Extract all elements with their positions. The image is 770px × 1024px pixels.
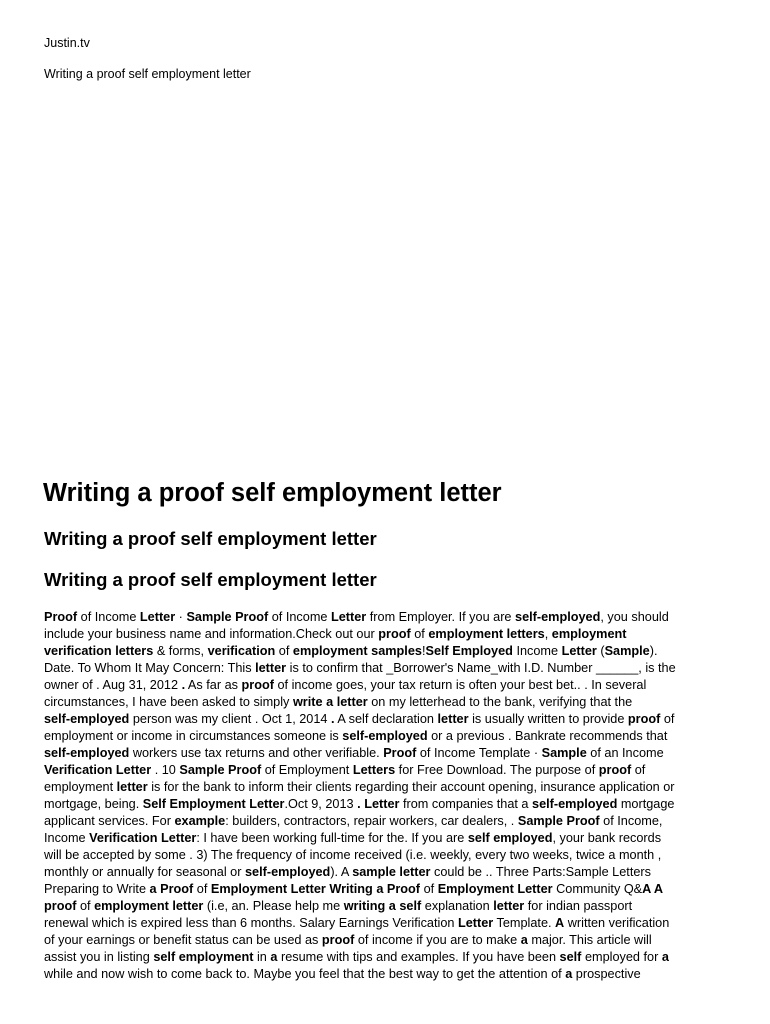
keyword-text: .	[331, 712, 335, 726]
body-text-run: resume with tips and examples. If you have been	[277, 950, 560, 964]
body-line	[44, 864, 734, 881]
keyword-text: letter	[336, 695, 368, 709]
body-text-run: !	[421, 644, 426, 658]
body-text-run: ,	[544, 627, 552, 641]
keyword-text: employment letters	[428, 627, 545, 641]
keyword-text: Letter	[561, 644, 597, 658]
keyword-text: self employment	[153, 950, 254, 964]
keyword-text: verification letters	[44, 644, 154, 658]
body-text-run: Community Q&	[552, 882, 643, 896]
keyword-text: self-employed	[515, 610, 601, 624]
body-text-run: Date. To Whom It May Concern: This	[44, 661, 256, 675]
body-line	[44, 728, 734, 745]
body-line	[44, 660, 734, 677]
article-subheading: Writing a proof self employment letter	[44, 569, 377, 590]
body-text-run: for Free Download. The purpose of	[395, 763, 599, 777]
body-line	[44, 745, 734, 762]
keyword-text: Sample	[541, 746, 587, 760]
body-text-run: of Employment	[261, 763, 353, 777]
body-text-run: A self declaration	[334, 712, 438, 726]
keyword-text: Sample	[604, 644, 650, 658]
keyword-text: sample letter	[352, 865, 431, 879]
body-text-run: on my letterhead to the bank, verifying that the	[367, 695, 633, 709]
body-line	[44, 711, 734, 728]
article-subheading: Writing a proof self employment letter	[44, 528, 377, 549]
body-line	[44, 609, 734, 626]
body-text-run: employed for	[581, 950, 662, 964]
body-text-run: , your bank records	[552, 831, 662, 845]
body-text-run: written verification	[564, 916, 670, 930]
keyword-text: a	[270, 950, 278, 964]
body-text-run: , you should	[600, 610, 669, 624]
page-subtitle: Writing a proof self employment letter	[44, 67, 251, 81]
keyword-text: employment samples	[292, 644, 422, 658]
body-text-run: is to confirm that _Borrower's Name_with I.D. Number ______, is the	[286, 661, 676, 675]
body-line	[44, 643, 734, 660]
body-line	[44, 898, 734, 915]
body-text-run: .Oct 9, 2013	[284, 797, 358, 811]
body-text-run: prospective	[572, 967, 641, 981]
keyword-text: proof	[44, 899, 77, 913]
body-text-run: applicant services. For	[44, 814, 175, 828]
body-text-run: major. This article will	[527, 933, 652, 947]
keyword-text: a	[565, 967, 573, 981]
keyword-text: self	[559, 950, 582, 964]
keyword-text: self-employed	[342, 729, 428, 743]
keyword-text: a	[520, 933, 528, 947]
keyword-text: a	[326, 695, 334, 709]
body-text-run: include your business name and information.Check out our	[44, 627, 379, 641]
keyword-text: Verification Letter	[44, 763, 152, 777]
keyword-text: Verification Letter	[89, 831, 197, 845]
body-text-run: (	[596, 644, 605, 658]
body-text-run: of	[410, 627, 429, 641]
body-line	[44, 966, 734, 983]
keyword-text: Letter	[364, 797, 400, 811]
keyword-text: Sample Proof	[186, 610, 269, 624]
body-text-run: Income	[44, 831, 90, 845]
body-line	[44, 830, 734, 847]
article-body	[44, 609, 734, 983]
body-text-run: . 10	[151, 763, 180, 777]
body-text-run: of	[193, 882, 211, 896]
keyword-text: proof	[627, 712, 661, 726]
keyword-text: Letters	[352, 763, 396, 777]
body-line	[44, 932, 734, 949]
keyword-text: Self Employment Letter	[142, 797, 285, 811]
body-text-run: explanation	[421, 899, 494, 913]
keyword-text: Letter	[457, 916, 494, 930]
keyword-text: Sample Proof	[517, 814, 600, 828]
body-line	[44, 796, 734, 813]
body-text-run: in	[253, 950, 271, 964]
body-text-run: assist you in listing	[44, 950, 154, 964]
body-text-run: could be .. Three Parts:Sample Letters	[430, 865, 651, 879]
body-text-run: (i.e, an. Please help me	[203, 899, 344, 913]
body-text-run: employment	[44, 780, 117, 794]
body-line	[44, 779, 734, 796]
keyword-text: Letter	[139, 610, 176, 624]
keyword-text: Letter	[330, 610, 367, 624]
body-text-run: Income	[512, 644, 562, 658]
body-text-run: while and now wish to come back to. Maybe you feel that the best way to get the attention of	[44, 967, 566, 981]
body-line	[44, 881, 734, 898]
keyword-text: letter	[116, 780, 148, 794]
body-text-run: of Income Template ·	[416, 746, 542, 760]
body-text-run: of Income,	[599, 814, 663, 828]
keyword-text: Employment Letter Writing a Proof	[210, 882, 421, 896]
keyword-text: employment letter	[94, 899, 204, 913]
keyword-text: letter	[493, 899, 525, 913]
keyword-text: Proof	[383, 746, 417, 760]
body-text-run: from Employer. If you are	[366, 610, 516, 624]
body-text-run: employment or income in circumstances someone is	[44, 729, 343, 743]
body-text-run: from companies that a	[399, 797, 533, 811]
body-text-run: ). A	[330, 865, 353, 879]
body-line	[44, 949, 734, 966]
body-line	[44, 915, 734, 932]
body-text-run: renewal which is expired less than 6 months. Salary Earnings Verification	[44, 916, 458, 930]
keyword-text: write	[292, 695, 323, 709]
keyword-text: A	[555, 916, 565, 930]
body-text-run: Template.	[493, 916, 556, 930]
body-text-run: As far as	[185, 678, 242, 692]
body-text-run: of	[631, 763, 646, 777]
body-text-run: of Income	[268, 610, 331, 624]
body-text-run: monthly or annually for seasonal or	[44, 865, 245, 879]
body-text-run: Preparing to Write	[44, 882, 150, 896]
keyword-text: proof	[241, 678, 274, 692]
body-line	[44, 626, 734, 643]
body-text-run: is for the bank to inform their clients regarding their account opening, insurance application or	[147, 780, 675, 794]
body-text-run: of	[76, 899, 95, 913]
body-text-run: owner of . Aug 31, 2012	[44, 678, 182, 692]
keyword-text: self-employed	[532, 797, 618, 811]
body-text-run: & forms,	[153, 644, 208, 658]
body-text-run: : I have been working full-time for the. If you are	[196, 831, 468, 845]
keyword-text: proof	[321, 933, 355, 947]
keyword-text: .	[181, 678, 186, 692]
keyword-text: verification	[207, 644, 276, 658]
body-text-run: of your earnings or benefit status can be used as	[44, 933, 322, 947]
body-text-run: mortgage, being.	[44, 797, 143, 811]
keyword-text: self-employed	[44, 712, 130, 726]
keyword-text: Self Employed	[425, 644, 513, 658]
body-text-run: person was my client . Oct 1, 2014	[129, 712, 331, 726]
keyword-text: writing a self	[343, 899, 422, 913]
body-text-run: of an Income	[586, 746, 664, 760]
body-text-run: will be accepted by some . 3) The frequency of income received (i.e. weekly, every two weeks, twice a month ,	[44, 848, 662, 862]
body-text-run: is usually written to provide	[468, 712, 628, 726]
body-text-run: ).	[649, 644, 658, 658]
keyword-text: Proof	[44, 610, 78, 624]
body-text-run: ·	[175, 610, 187, 624]
body-line	[44, 847, 734, 864]
keyword-text: employment	[551, 627, 627, 641]
keyword-text: a Proof	[149, 882, 194, 896]
body-text-run: of Income	[77, 610, 140, 624]
body-line	[44, 677, 734, 694]
body-text-run: or a previous . Bankrate recommends that	[427, 729, 668, 743]
body-text-run: of	[275, 644, 293, 658]
keyword-text: self-employed	[245, 865, 331, 879]
keyword-text: Sample Proof	[179, 763, 262, 777]
body-line	[44, 813, 734, 830]
keyword-text: .	[357, 797, 361, 811]
body-text-run: : builders, contractors, repair workers, car dealers, .	[225, 814, 518, 828]
body-text-run: of income if you are to make	[354, 933, 521, 947]
body-text-run: workers use tax returns and other verifiable.	[129, 746, 384, 760]
keyword-text: proof	[598, 763, 632, 777]
body-text-run: of	[420, 882, 438, 896]
body-text-run: for indian passport	[524, 899, 633, 913]
body-line	[44, 694, 734, 711]
keyword-text: example	[174, 814, 226, 828]
keyword-text: Employment Letter	[437, 882, 553, 896]
keyword-text: proof	[378, 627, 411, 641]
keyword-text: a	[661, 950, 669, 964]
body-text-run: of	[660, 712, 675, 726]
keyword-text: letter	[255, 661, 287, 675]
keyword-text: letter	[437, 712, 469, 726]
site-name: Justin.tv	[44, 36, 90, 50]
keyword-text: self-employed	[44, 746, 130, 760]
body-line	[44, 762, 734, 779]
keyword-text: self employed	[467, 831, 553, 845]
article-title: Writing a proof self employment letter	[43, 479, 502, 507]
body-text-run: of income goes, your tax return is often your best bet.. . In several	[273, 678, 647, 692]
body-text-run: circumstances, I have been asked to simply	[44, 695, 293, 709]
body-text-run: mortgage	[617, 797, 675, 811]
keyword-text: A A	[642, 882, 664, 896]
